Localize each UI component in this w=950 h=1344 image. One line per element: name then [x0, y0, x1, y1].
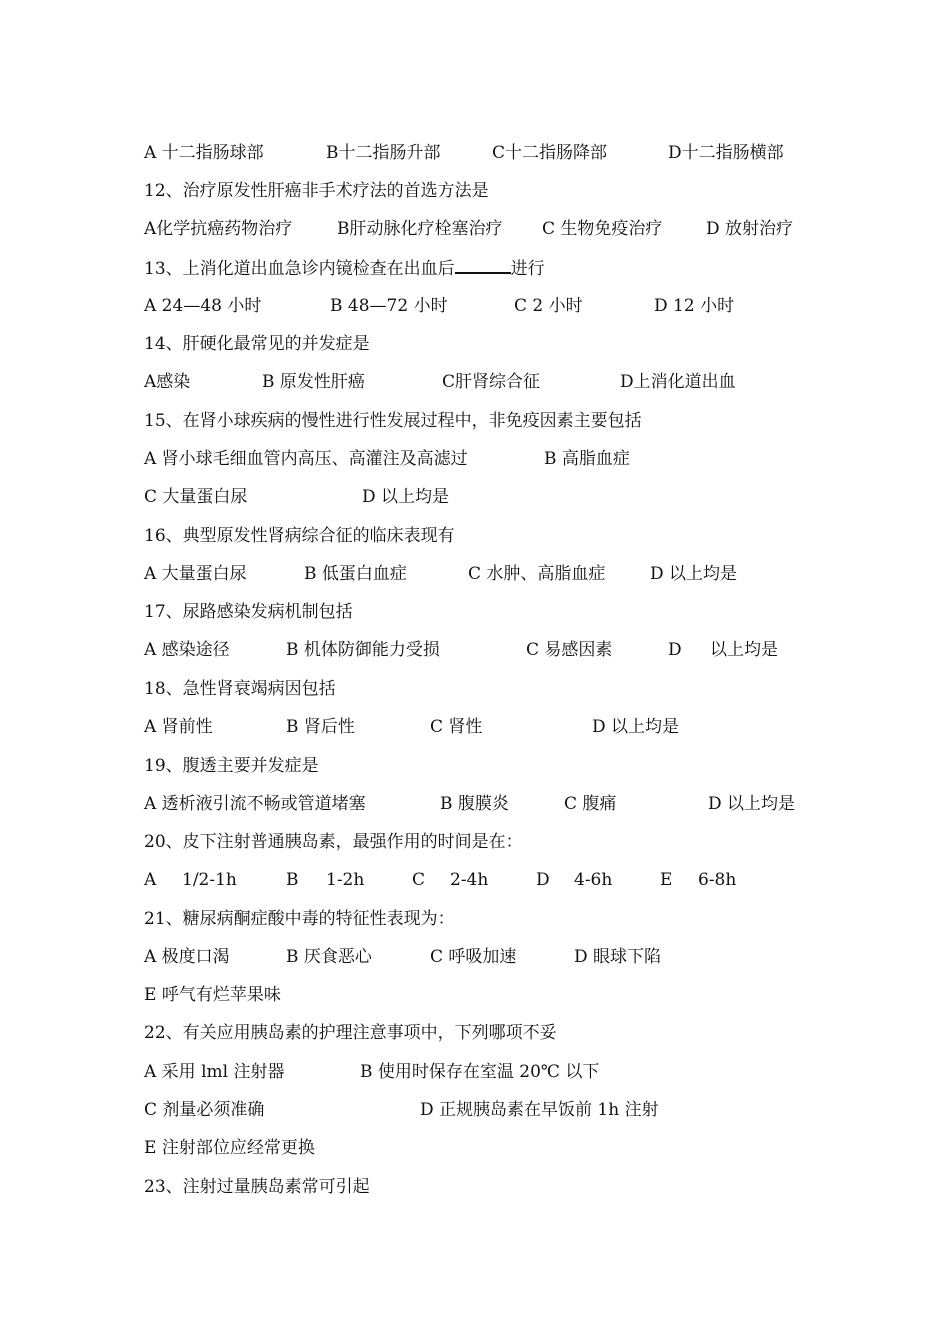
- option-b: B 高脂血症: [544, 449, 630, 469]
- question-18-stem: 18、急性肾衰竭病因包括: [144, 679, 336, 699]
- question-21-options: [144, 945, 662, 969]
- option-c: C 肾性: [430, 717, 483, 737]
- question-20-options: [144, 868, 737, 892]
- option-b: B 原发性肝癌: [262, 372, 365, 392]
- option-e-letter: E: [660, 870, 673, 890]
- question-16-options: [144, 562, 738, 586]
- question-12-stem: 12、治疗原发性肝癌非手术疗法的首选方法是: [144, 181, 489, 201]
- option-d: D 以上均是: [362, 487, 450, 507]
- question-19-stem: 19、腹透主要并发症是: [144, 756, 319, 776]
- option-c: C 易感因素: [526, 640, 613, 660]
- option-d: D十二指肠横部: [668, 143, 784, 163]
- question-16-stem: 16、典型原发性肾病综合征的临床表现有: [144, 526, 455, 546]
- question-22-option-e: E 注射部位应经常更换: [144, 1138, 315, 1158]
- option-a: A 采用 lml 注射器: [144, 1062, 285, 1082]
- option-b: B 48—72 小时: [330, 296, 448, 316]
- option-a: A 肾小球毛细血管内高压、高灌注及高滤过: [144, 449, 468, 469]
- option-d: D 正规胰岛素在早饭前 1h 注射: [420, 1100, 659, 1120]
- question-19-options: [144, 792, 796, 816]
- option-b: B肝动脉化疗栓塞治疗: [337, 219, 503, 239]
- option-d-text: 4-6h: [574, 870, 613, 890]
- question-15-options-row1: [144, 447, 630, 471]
- option-c: C 呼吸加速: [430, 947, 517, 967]
- option-c-text: 2-4h: [450, 870, 489, 890]
- stem-text-after: 进行: [510, 259, 545, 279]
- option-d: D上消化道出血: [620, 372, 736, 392]
- question-15-options-row2: [144, 485, 450, 509]
- option-a-text: 1/2-1h: [182, 870, 237, 890]
- option-d: D 放射治疗: [706, 219, 794, 239]
- stem-text: 13、上消化道出血急诊内镜检查在出血后: [144, 259, 455, 279]
- option-d-letter: D: [668, 640, 682, 660]
- option-a-letter: A: [144, 870, 157, 890]
- option-d: D 以上均是: [708, 794, 796, 814]
- option-c: C 水肿、高脂血症: [468, 564, 606, 584]
- option-c: C 2 小时: [514, 296, 583, 316]
- question-21-option-e: E 呼气有烂苹果味: [144, 985, 281, 1005]
- question-14-stem: 14、肝硬化最常见的并发症是: [144, 334, 370, 354]
- option-d: D 以上均是: [650, 564, 738, 584]
- question-23-stem: 23、注射过量胰岛素常可引起: [144, 1177, 370, 1197]
- option-a: A 透析液引流不畅或管道堵塞: [144, 794, 366, 814]
- option-c: C 剂量必须准确: [144, 1100, 265, 1120]
- question-22-stem: 22、有关应用胰岛素的护理注意事项中，下列哪项不妥: [144, 1023, 557, 1043]
- option-c: C 生物免疫治疗: [542, 219, 663, 239]
- option-b-letter: B: [286, 870, 299, 890]
- option-e-text: 6-8h: [698, 870, 737, 890]
- option-a: A 感染途径: [144, 640, 230, 660]
- option-a: A 十二指肠球部: [144, 143, 264, 163]
- question-20-stem: 20、皮下注射普通胰岛素，最强作用的时间是在：: [144, 832, 523, 852]
- option-a: A 大量蛋白尿: [144, 564, 247, 584]
- option-a: A感染: [144, 372, 191, 392]
- option-b: B十二指肠升部: [326, 143, 441, 163]
- option-b: B 厌食恶心: [286, 947, 372, 967]
- option-b: B 腹膜炎: [440, 794, 509, 814]
- answer-blank: [455, 256, 511, 274]
- question-22-options-row2: [144, 1098, 659, 1122]
- option-c: C肝肾综合征: [442, 372, 541, 392]
- option-b: B 肾后性: [286, 717, 355, 737]
- option-b: B 机体防御能力受损: [286, 640, 440, 660]
- option-a: A 24—48 小时: [144, 296, 262, 316]
- option-d: D 眼球下陷: [574, 947, 662, 967]
- question-11-options: [144, 141, 784, 165]
- option-b: B 使用时保存在室温 20℃ 以下: [360, 1062, 600, 1082]
- option-a: A 肾前性: [144, 717, 213, 737]
- question-18-options: [144, 715, 680, 739]
- option-a: A 极度口渴: [144, 947, 230, 967]
- option-c: C 大量蛋白尿: [144, 487, 248, 507]
- option-b-text: 1-2h: [326, 870, 365, 890]
- question-21-stem: 21、糖尿病酮症酸中毒的特征性表现为：: [144, 909, 455, 929]
- option-c: C 腹痛: [564, 794, 617, 814]
- option-a: A化学抗癌药物治疗: [144, 219, 293, 239]
- question-17-stem: 17、尿路感染发病机制包括: [144, 602, 353, 622]
- question-22-options-row1: [144, 1060, 600, 1084]
- question-12-options: [144, 217, 794, 241]
- option-c: C十二指肠降部: [492, 143, 608, 163]
- option-d-text: 以上均是: [710, 640, 778, 660]
- option-b: B 低蛋白血症: [304, 564, 407, 584]
- option-c-letter: C: [412, 870, 426, 890]
- question-15-stem: 15、在肾小球疾病的慢性进行性发展过程中，非免疫因素主要包括: [144, 411, 642, 431]
- question-13-options: [144, 294, 735, 318]
- option-d-letter: D: [536, 870, 550, 890]
- question-14-options: [144, 370, 736, 394]
- option-d: D 以上均是: [592, 717, 680, 737]
- question-13-stem: [144, 256, 545, 280]
- question-17-options: [144, 638, 778, 662]
- option-d: D 12 小时: [654, 296, 735, 316]
